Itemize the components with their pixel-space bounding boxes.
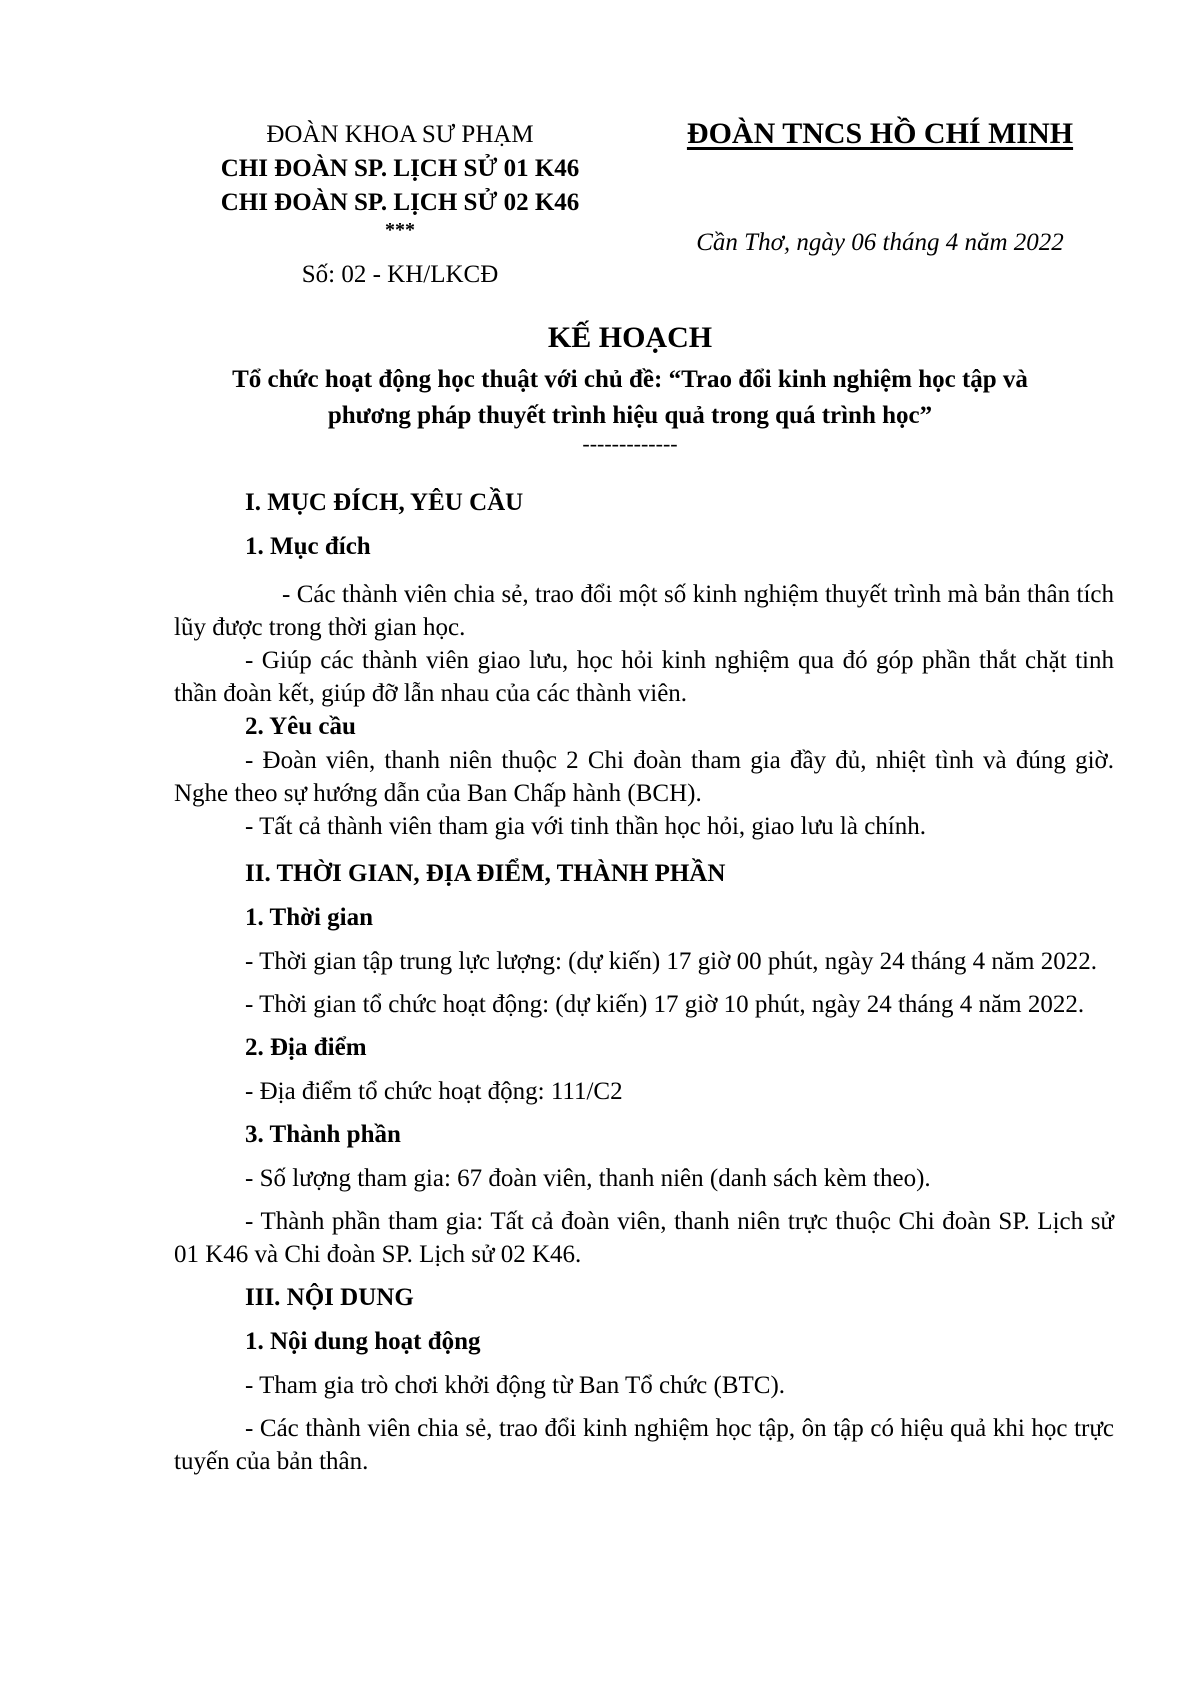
- subtitle-line-2: phương pháp thuyết trình hiệu quả trong quá trình học”: [327, 402, 933, 429]
- section-heading-3: III. NỘI DUNG: [245, 1284, 414, 1311]
- subheading-participants: 3. Thành phần: [245, 1121, 401, 1148]
- branch-name-02: CHI ĐOÀN SP. LỊCH SỬ 02 K46: [220, 189, 580, 216]
- subheading-requirements: 2. Yêu cầu: [245, 713, 356, 740]
- document-title: KẾ HOẠCH: [547, 321, 713, 354]
- title-block: [160, 318, 1100, 454]
- faculty-union-name: ĐOÀN KHOA SƯ PHẠM: [266, 121, 534, 148]
- subheading-purpose: 1. Mục đích: [245, 533, 371, 560]
- paragraph-content-2: - Các thành viên chia sẻ, trao đổi kinh nghiệm học tập, ôn tập có hiệu quả khi học trực tuyến của bản thân.: [174, 1415, 1114, 1475]
- place-and-date: Cần Thơ, ngày 06 tháng 4 năm 2022: [696, 229, 1064, 256]
- paragraph-purpose-2: - Giúp các thành viên giao lưu, học hỏi kinh nghiệm qua đó góp phần thắt chặt tinh thần đoàn kết, giúp đỡ lẫn nhau của các thành viên.: [174, 647, 1114, 707]
- separator-stars: ***: [385, 219, 415, 241]
- paragraph-requirements-1: - Đoàn viên, thanh niên thuộc 2 Chi đoàn tham gia đầy đủ, nhiệt tình và đúng giờ. Nghe theo sự hướng dẫn của Ban Chấp hành (BCH).: [174, 747, 1114, 807]
- paragraph-purpose-1: - Các thành viên chia sẻ, trao đổi một số kinh nghiệm thuyết trình mà bản thân tích lũy được trong thời gian học.: [174, 581, 1114, 641]
- organization-name: ĐOÀN TNCS HỒ CHÍ MINH: [686, 117, 1074, 150]
- title-divider: -------------: [582, 431, 678, 456]
- paragraph-participants-1: - Số lượng tham gia: 67 đoàn viên, thanh niên (danh sách kèm theo).: [245, 1165, 931, 1192]
- subheading-location: 2. Địa điểm: [245, 1034, 367, 1061]
- document-body: [174, 486, 1114, 1478]
- paragraph-participants-2: - Thành phần tham gia: Tất cả đoàn viên, thanh niên trực thuộc Chi đoàn SP. Lịch sử 01 K46 và Chi đoàn SP. Lịch sử 02 K46.: [174, 1208, 1114, 1268]
- issuing-unit-block: [170, 118, 630, 292]
- paragraph-content-1: - Tham gia trò chơi khởi động từ Ban Tổ chức (BTC).: [245, 1372, 786, 1399]
- paragraph-location: - Địa điểm tổ chức hoạt động: 111/C2: [245, 1078, 623, 1105]
- section-heading-2: II. THỜI GIAN, ĐỊA ĐIỂM, THÀNH PHẦN: [245, 860, 726, 887]
- branch-name-01: CHI ĐOÀN SP. LỊCH SỬ 01 K46: [220, 155, 580, 182]
- document-subtitle: [160, 362, 1100, 434]
- paragraph-time-1: - Thời gian tập trung lực lượng: (dự kiến) 17 giờ 00 phút, ngày 24 tháng 4 năm 2022.: [245, 948, 1097, 975]
- subheading-time: 1. Thời gian: [245, 904, 374, 931]
- subtitle-line-1: Tổ chức hoạt động học thuật với chủ đề: “Trao đổi kinh nghiệm học tập và: [232, 366, 1028, 393]
- subheading-activity-content: 1. Nội dung hoạt động: [245, 1328, 481, 1355]
- paragraph-time-2: - Thời gian tổ chức hoạt động: (dự kiến) 17 giờ 10 phút, ngày 24 tháng 4 năm 2022.: [245, 991, 1085, 1018]
- document-number: Số: 02 - KH/LKCĐ: [301, 261, 499, 288]
- organization-block: [660, 116, 1100, 260]
- paragraph-requirements-2: - Tất cả thành viên tham gia với tinh thần học hỏi, giao lưu là chính.: [245, 813, 927, 840]
- section-heading-1: I. MỤC ĐÍCH, YÊU CẦU: [245, 489, 524, 516]
